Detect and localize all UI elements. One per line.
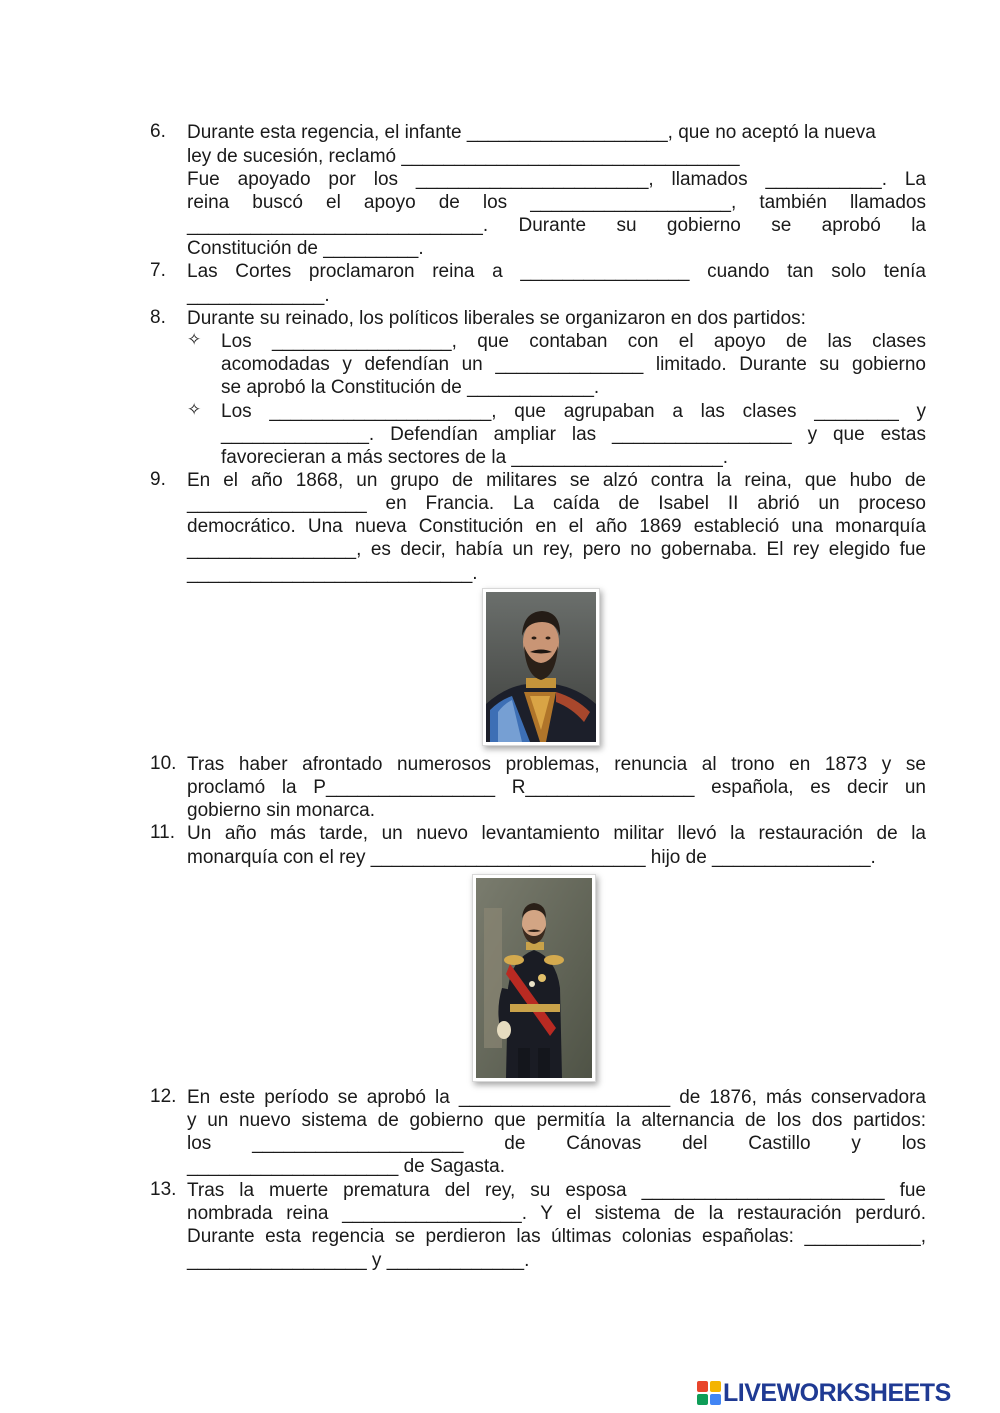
question-number: 7. <box>150 260 166 281</box>
bullet-text-line: Los _____________________, que agrupaban a las clases ________ y <box>221 401 926 422</box>
question-text-line: Las Cortes proclamaron reina a ________________ cuando tan solo tenía <box>187 261 926 282</box>
question-9 <box>150 469 926 587</box>
question-text-line: Durante esta regencia se perdieron las últimas colonias españolas: ___________, <box>187 1226 926 1247</box>
portrait-amadeo-image <box>482 588 600 746</box>
question-number: 12. <box>150 1086 177 1107</box>
brand-text: LIVEWORKSHEETS <box>723 1379 951 1407</box>
question-11 <box>150 822 926 870</box>
question-text-line: ____________________________. Durante su gobierno se aprobó la <box>187 215 926 236</box>
question-text-line: proclamó la P________________ R________________ española, es decir un <box>187 777 926 798</box>
question-text-line: En este período se aprobó la ____________________ de 1876, más conservadora <box>187 1087 926 1108</box>
question-8 <box>150 307 926 469</box>
question-13 <box>150 1179 926 1273</box>
question-text-line: Durante esta regencia, el infante ___________________, que no aceptó la nueva <box>187 122 876 143</box>
question-text-line: Tras haber afrontado numerosos problemas, renuncia al trono en 1873 y se <box>187 754 926 775</box>
question-number: 11. <box>150 822 176 843</box>
liveworksheets-logo <box>697 1380 951 1406</box>
bullet-text-line: Los _________________, que contaban con el apoyo de las clases <box>221 331 926 352</box>
question-text-line: ley de sucesión, reclamó ________________________________ <box>187 146 740 167</box>
bullet-text-line: ______________. Defendían ampliar las _________________ y que estas <box>221 424 926 445</box>
question-text-line: nombrada reina _________________. Y el sistema de la restauración perduró. <box>187 1203 926 1224</box>
question-text-line: gobierno sin monarca. <box>187 800 375 821</box>
bullet-item <box>150 330 926 400</box>
question-text-line: ____________________ de Sagasta. <box>187 1156 506 1177</box>
question-text-line: ___________________________. <box>187 563 478 584</box>
question-number: 10. <box>150 753 177 774</box>
bullet-text-line: acomodadas y defendían un ______________ limitado. Durante su gobierno <box>221 354 926 375</box>
question-text-line: reina buscó el apoyo de los ___________________, también llamados <box>187 192 926 213</box>
question-number: 6. <box>150 121 166 142</box>
question-text-line: ________________, es decir, había un rey, pero no gobernaba. El rey elegido fue <box>187 539 926 560</box>
question-number: 8. <box>150 307 166 328</box>
question-text-line: democrático. Una nueva Constitución en el año 1869 estableció una monarquía <box>187 516 926 537</box>
portrait-amadeo-svg <box>486 592 596 742</box>
bullet-item <box>150 400 926 470</box>
question-text-line: Un año más tarde, un nuevo levantamiento militar llevó la restauración de la <box>187 823 926 844</box>
liveworksheets-grid-icon <box>697 1381 721 1405</box>
question-12 <box>150 1086 926 1180</box>
question-7 <box>150 260 926 308</box>
question-text-line: Fue apoyado por los ______________________, llamados ___________. La <box>187 169 926 190</box>
question-text-line: y un nuevo sistema de gobierno que permitía la alternancia de los dos partidos: <box>187 1110 926 1131</box>
question-text-line: Durante su reinado, los políticos liberales se organizaron en dos partidos: <box>187 308 806 329</box>
diamond-bullet-icon: ✧ <box>187 400 202 419</box>
question-10 <box>150 753 926 823</box>
diamond-bullet-icon: ✧ <box>187 330 202 349</box>
bullet-text-line: se aprobó la Constitución de ____________. <box>221 377 600 398</box>
question-text-line: _____________. <box>187 285 330 306</box>
question-text-line: Constitución de _________. <box>187 238 424 259</box>
question-number: 9. <box>150 469 166 490</box>
question-text-line: _________________ en Francia. La caída de Isabel II abrió un proceso <box>187 493 926 514</box>
bullet-text-line: favorecieran a más sectores de la ____________________. <box>221 447 729 468</box>
question-text-line: Tras la muerte prematura del rey, su esposa _______________________ fue <box>187 1180 926 1201</box>
question-text-line: monarquía con el rey __________________________ hijo de _______________. <box>187 847 876 868</box>
question-text-line: _________________ y _____________. <box>187 1250 530 1271</box>
question-6 <box>150 121 926 265</box>
portrait-alfonso-image <box>472 874 596 1082</box>
question-text-line: los ____________________ de Cánovas del Castillo y los <box>187 1133 926 1154</box>
portrait-alfonso-svg <box>476 878 592 1078</box>
question-text-line: En el año 1868, un grupo de militares se alzó contra la reina, que hubo de <box>187 470 926 491</box>
question-number: 13. <box>150 1179 177 1200</box>
